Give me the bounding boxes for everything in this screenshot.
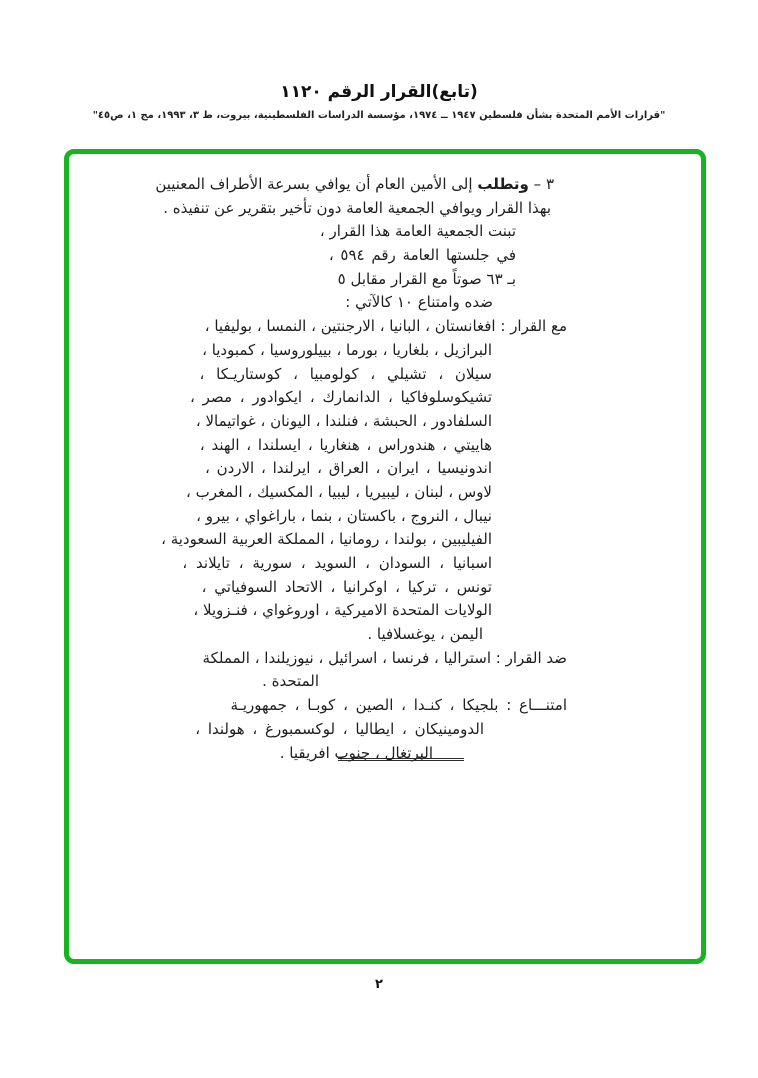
document-body bbox=[112, 173, 567, 765]
text-line: ضده وامتناع ١٠ كالآتي : bbox=[345, 293, 493, 312]
text-line: هاييتي ، هندوراس ، هنغاريا ، ايسلندا ، الهند ، bbox=[199, 435, 492, 454]
text-line: سيلان ، تشيلي ، كولومبيا ، كوستاريـكا ، bbox=[199, 364, 492, 383]
text-line: الدومينيكان ، ايطاليا ، لوكسمبورغ ، هولندا ، bbox=[195, 719, 484, 738]
text-line: امتنـــاع : بلجيكا ، كنـدا ، الصين ، كوبـا ، جمهوريـة bbox=[230, 696, 567, 715]
text-line: في جلستها العامة رقم ٥٩٤ ، bbox=[328, 246, 516, 265]
text-line: المتحدة . bbox=[262, 672, 319, 691]
text-line: اندونيسيا ، ايران ، العراق ، ايرلندا ، الاردن ، bbox=[204, 459, 492, 478]
text-line: مع القرار : افغانستان ، البانيا ، الارجنتين ، النمسا ، بوليفيا ، bbox=[204, 317, 567, 336]
text-line: البرتغال ، جنوب افريقيا . bbox=[279, 743, 433, 762]
document-title: (تابع)القرار الرقم ١١٢٠ bbox=[280, 82, 478, 102]
text-line: ضد القرار : استراليا ، فرنسا ، اسرائيل ، نيوزيلندا ، المملكة bbox=[202, 648, 567, 667]
text-line: تونس ، تركيا ، اوكرانيا ، الاتحاد السوفياتي ، bbox=[201, 577, 492, 596]
text-line: الولايات المتحدة الاميركية ، اوروغواي ، فنـزويلا ، bbox=[193, 601, 492, 620]
text-line: نيبال ، النروج ، باكستان ، بنما ، باراغواي ، بيرو ، bbox=[196, 506, 492, 525]
text-line: بهذا القرار ويوافي الجمعية العامة دون تأخير بتقرير عن تنفيذه . bbox=[163, 198, 551, 217]
text-line: البرازيل ، بلغاريا ، بورما ، بييلوروسيا ، كمبوديا ، bbox=[202, 340, 492, 359]
text-line bbox=[112, 173, 567, 197]
text-line: الفيليبين ، بولندا ، رومانيا ، المملكة العربية السعودية ، bbox=[161, 530, 492, 549]
text-line: بـ ٦٣ صوتاً مع القرار مقابل ٥ bbox=[337, 269, 516, 288]
text-segment: إلى الأمين العام أن يوافي بسرعة الأطراف المعنيين bbox=[155, 175, 478, 193]
text-line: تبنت الجمعية العامة هذا القرار ، bbox=[319, 222, 516, 241]
source-citation: "قرارات الأمم المتحدة بشأن فلسطين ١٩٤٧ ــ ١٩٧٤، مؤسسة الدراسات الفلسطينية، بيروت، ط ٣، ١٩٩٣، مج ١، ص٤٥" bbox=[92, 110, 666, 121]
bold-word: وتطلب bbox=[477, 175, 529, 193]
text-segment: ٣ – bbox=[528, 175, 554, 193]
separator-rule bbox=[338, 758, 464, 761]
text-line: اليمن ، يوغسلافيا . bbox=[367, 625, 483, 644]
text-line: اسبانيا ، السودان ، السويد ، سورية ، تايلاند ، bbox=[182, 554, 492, 572]
text-line: تشيكوسلوفاكيا ، الدانمارك ، ايكوادور ، مصر ، bbox=[190, 388, 492, 407]
text-line: لاوس ، لبنان ، ليبيريا ، ليبيا ، المكسيك ، المغرب ، bbox=[186, 482, 492, 501]
text-line: السلفادور ، الحبشة ، فنلندا ، اليونان ، غواتيمالا ، bbox=[195, 411, 492, 430]
page-number: ٢ bbox=[375, 977, 383, 992]
